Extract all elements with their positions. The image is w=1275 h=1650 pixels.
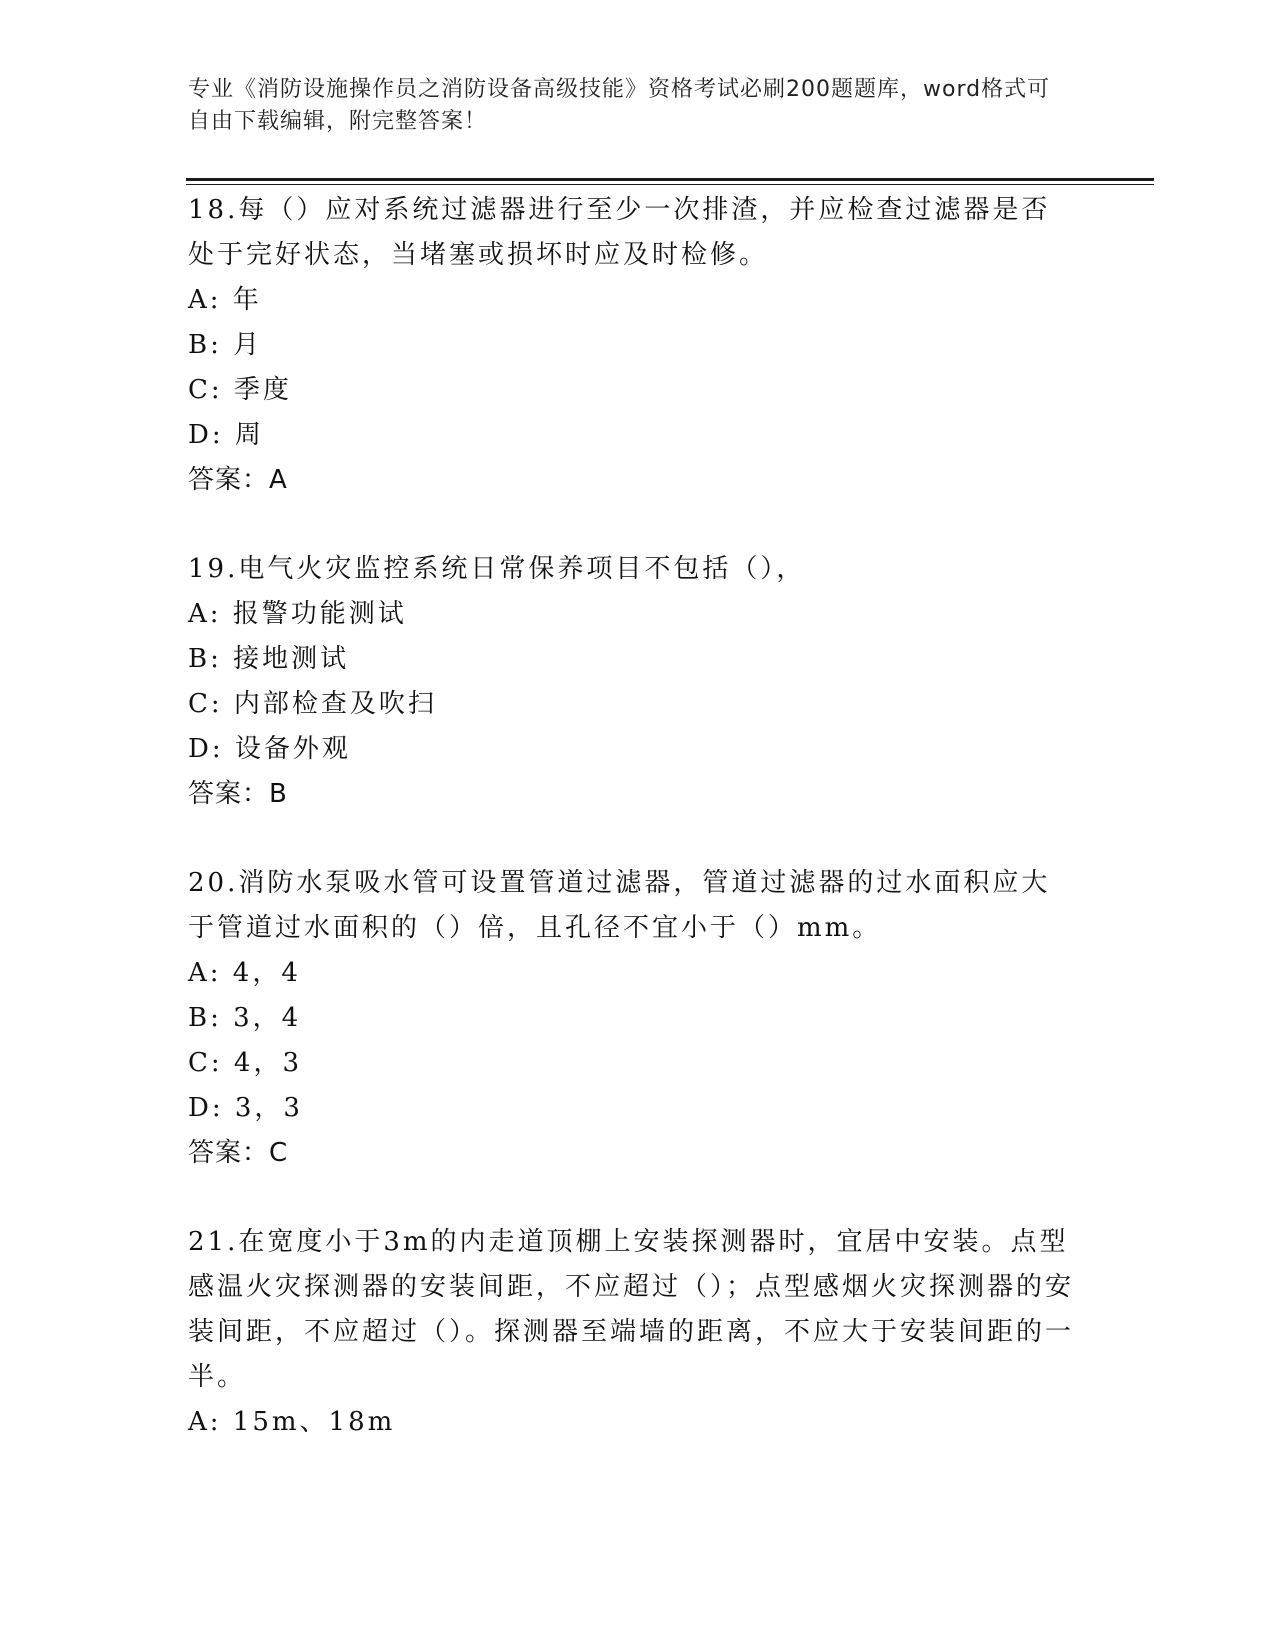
answer: 答案：A	[188, 465, 288, 495]
option-b: B: 接地测试	[188, 644, 350, 674]
spacer	[188, 817, 1078, 861]
question-stem: 20.消防水泵吸水管可设置管道过滤器，管道过滤器的过水面积应大于管道过水面积的（）倍，且孔径不宜小于（）mm。	[188, 868, 1051, 943]
spacer	[188, 503, 1078, 547]
answer: 答案：B	[188, 779, 288, 809]
option-b: B: 3，4	[188, 1003, 302, 1033]
option-d: D: 设备外观	[188, 734, 351, 764]
option-d: D: 周	[188, 420, 264, 450]
question-stem: 19.电气火灾监控系统日常保养项目不包括（），	[188, 554, 806, 584]
question-18	[188, 188, 1078, 503]
question-stem: 18.每（）应对系统过滤器进行至少一次排渣，并应检查过滤器是否处于完好状态，当堵塞或损坏时应及时检修。	[188, 195, 1051, 270]
document-header: 专业《消防设施操作员之消防设备高级技能》资格考试必刷200题题库，word格式可自由下载编辑，附完整答案！	[188, 77, 1051, 134]
question-stem: 21.在宽度小于3m的内走道顶棚上安装探测器时，宜居中安装。点型感温火灾探测器的安装间距，不应超过（）；点型感烟火灾探测器的安装间距，不应超过（）。探测器至端墙的距离，不应大于安装间距的一半。	[188, 1227, 1075, 1392]
question-21	[188, 1220, 1078, 1445]
option-a: A: 15m、18m	[188, 1407, 396, 1437]
option-a: A: 年	[188, 285, 262, 315]
option-a: A: 报警功能测试	[188, 599, 407, 629]
option-c: C: 4，3	[188, 1048, 303, 1078]
option-b: B: 月	[188, 330, 263, 360]
option-c: C: 内部检查及吹扫	[188, 689, 437, 719]
question-list	[188, 188, 1078, 1445]
option-d: D: 3，3	[188, 1093, 303, 1123]
question-20	[188, 861, 1078, 1176]
option-c: C: 季度	[188, 375, 292, 405]
header-rule-thin	[186, 184, 1154, 185]
question-19	[188, 547, 1078, 817]
answer: 答案：C	[188, 1138, 289, 1168]
header-rule-thick	[186, 178, 1154, 181]
option-a: A: 4，4	[188, 958, 301, 988]
spacer	[188, 1176, 1078, 1220]
